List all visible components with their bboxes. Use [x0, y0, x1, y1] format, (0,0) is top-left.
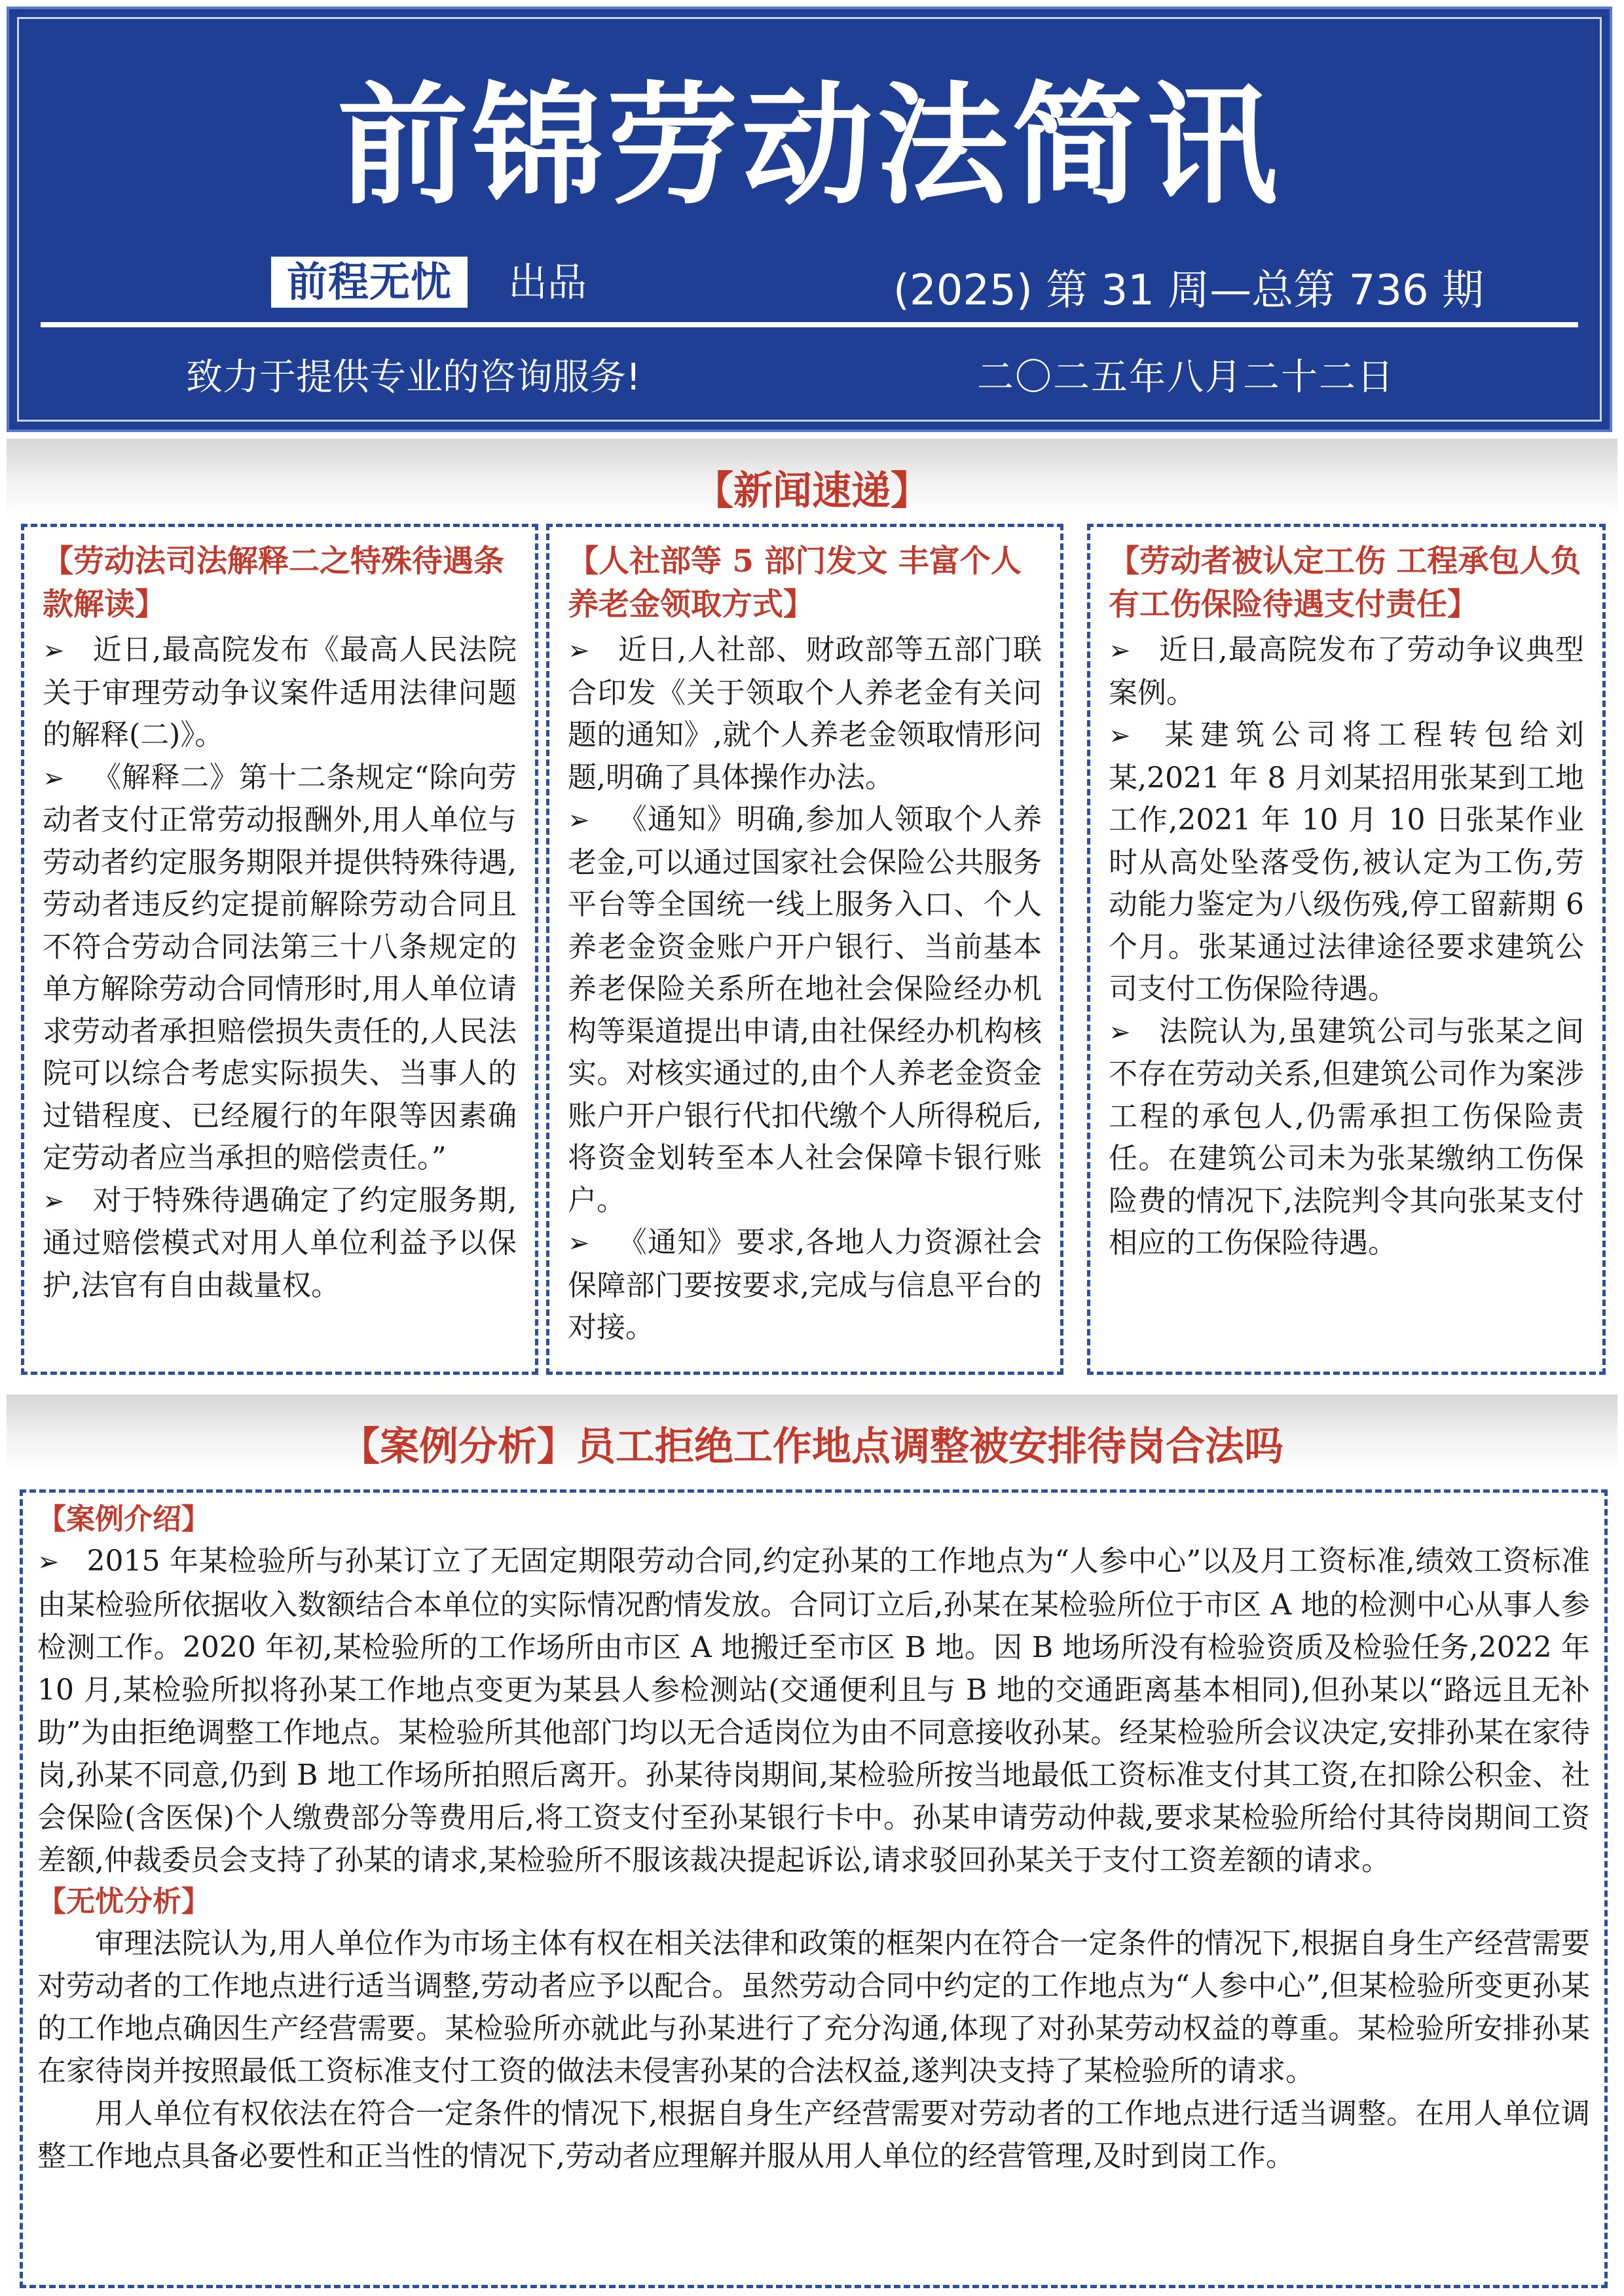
- news-column-2: [546, 524, 1063, 1375]
- news-column-title: 【劳动法司法解释二之特殊待遇条款解读】: [43, 543, 504, 623]
- news-paragraph: ➢ 《通知》明确,参加人领取个人养老金,可以通过国家社会保险公共服务平台等全国统一线上服务入口、个人养老金资金账户开户银行、当前基本养老保险关系所在地社会保险经办机构等渠道提出申请,由社保经办机构核实。对核实通过的,由个人养老金资金账户开户银行代扣代缴个人所得税后,将资金划转至本人社会保障卡银行账户。: [568, 803, 1042, 1217]
- arrow-bullet-icon: ➢: [568, 636, 590, 666]
- news-paragraph: ➢ 对于特殊待遇确定了约定服务期,通过赔偿模式对用人单位利益予以保护,法官有自由裁量权。: [43, 1183, 517, 1302]
- arrow-bullet-icon: ➢: [568, 805, 590, 835]
- case-intro-heading: 【案例介绍】: [37, 1503, 210, 1536]
- news-column-1: [21, 524, 538, 1375]
- news-column-3: [1087, 524, 1606, 1375]
- case-analysis-heading: 【无忧分析】: [37, 1885, 210, 1918]
- newsletter-title: 前锦劳动法简讯: [337, 70, 1282, 223]
- arrow-bullet-icon: ➢: [1109, 721, 1131, 751]
- news-paragraph: ➢ 近日,最高院发布《最高人民法院关于审理劳动争议案件适用法律问题的解释(二)》。: [43, 633, 517, 752]
- news-paragraph: ➢ 某建筑公司将工程转包给刘某,2021 年 8 月刘某招用张某到工地工作,2021 年 10 月 10 日张某作业时从高处坠落受伤,被认定为工伤,劳动能力鉴定为八级伤残,停工留薪期 6 个月。张某通过法律途径要求建筑公司支付工伤保险待遇。: [1109, 718, 1584, 1006]
- news-column-title: 【劳动者被认定工伤 工程承包人负有工伤保险待遇支付责任】: [1109, 543, 1581, 623]
- header-banner: [7, 7, 1612, 432]
- news-paragraph: ➢ 《解释二》第十二条规定“除向劳动者支付正常劳动报酬外,用人单位与劳动者约定服务期限并提供特殊待遇,劳动者违反约定提前解除劳动合同且不符合劳动合同法第三十八条规定的单方解除劳动合同情形时,用人单位请求劳动者承担赔偿损失责任的,人民法院可以综合考虑实际损失、当事人的过错程度、已经履行的年限等因素确定劳动者应当承担的赔偿责任。”: [43, 760, 517, 1175]
- arrow-bullet-icon: ➢: [37, 1547, 60, 1577]
- case-intro-text: ➢ 2015 年某检验所与孙某订立了无固定期限劳动合同,约定孙某的工作地点为“人参中心”以及月工资标准,绩效工资标准由某检验所依据收入数额结合本单位的实际情况酌情发放。合同订立后,孙某在某检验所位于市区 A 地的检测中心从事人参检测工作。2020 年初,某检验所的工作场所由市区 A 地搬迁至市区 B 地。因 B 地场所没有检验资质及检验任务,2022 年 10 月,某检验所拟将孙某工作地点变更为某县人参检测站(交通便利且与 B 地的交通距离基本相同),但孙某以“路远且无补助”为由拒绝调整工作地点。某检验所其他部门均以无合适岗位为由不同意接收孙某。经某检验所会议决定,安排孙某在家待岗,孙某不同意,仍到 B 地工作场所拍照后离开。孙某待岗期间,某检验所按当地最低工资标准支付其工资,在扣除公积金、社会保险(含医保)个人缴费部分等费用后,将工资支付至孙某银行卡中。孙某申请劳动仲裁,要求某检验所给付其待岗期间工资差额,仲裁委员会支持了孙某的请求,某检验所不服该裁决提起诉讼,请求驳回孙某关于支付工资差额的请求。: [37, 1544, 1590, 1877]
- news-paragraph: ➢ 《通知》要求,各地人力资源社会保障部门要按要求,完成与信息平台的对接。: [568, 1226, 1042, 1344]
- publisher-logo: [271, 257, 468, 308]
- issue-date: 二〇二五年八月二十二日: [977, 356, 1395, 399]
- produced-by-label: 出品: [508, 260, 587, 306]
- case-analysis-paragraph: 用人单位有权依法在符合一定条件的情况下,根据自身生产经营需要对劳动者的工作地点进行适当调整。在用人单位调整工作地点具备必要性和正当性的情况下,劳动者应理解并服从用人单位的经营管理,及时到岗工作。: [37, 2097, 1590, 2173]
- case-box: [20, 1489, 1608, 2288]
- arrow-bullet-icon: ➢: [43, 636, 65, 666]
- arrow-bullet-icon: ➢: [1109, 1017, 1131, 1048]
- arrow-bullet-icon: ➢: [568, 1228, 590, 1258]
- news-section-title: 【新闻速递】: [694, 468, 930, 514]
- case-section-title: 【案例分析】员工拒绝工作地点调整被安排待岗合法吗: [341, 1424, 1283, 1470]
- news-paragraph: ➢ 近日,人社部、财政部等五部门联合印发《关于领取个人养老金有关问题的通知》,就个人养老金领取情形问题,明确了具体操作办法。: [568, 633, 1042, 794]
- banner-divider: [41, 322, 1578, 327]
- arrow-bullet-icon: ➢: [1109, 636, 1131, 666]
- news-paragraph: ➢ 法院认为,虽建筑公司与张某之间不存在劳动关系,但建筑公司作为案涉工程的承包人,仍需承担工伤保险责任。在建筑公司未为张某缴纳工伤保险费的情况下,法院判令其向张某支付相应的工伤保险待遇。: [1109, 1014, 1584, 1260]
- arrow-bullet-icon: ➢: [43, 1186, 65, 1216]
- arrow-bullet-icon: ➢: [43, 763, 65, 793]
- slogan: 致力于提供专业的咨询服务!: [186, 356, 641, 399]
- case-analysis-paragraph: 审理法院认为,用人单位作为市场主体有权在相关法律和政策的框架内在符合一定条件的情况下,根据自身生产经营需要对劳动者的工作地点进行适当调整,劳动者应予以配合。虽然劳动合同中约定的工作地点为“人参中心”,但某检验所变更孙某的工作地点确因生产经营需要。某检验所亦就此与孙某进行了充分沟通,体现了对孙某劳动权益的尊重。某检验所安排孙某在家待岗并按照最低工资标准支付工资的做法未侵害孙某的合法权益,遂判决支持了某检验所的请求。: [37, 1927, 1590, 2088]
- publisher-logo-text: 前程无忧: [286, 258, 452, 306]
- issue-number: (2025) 第 31 周—总第 736 期: [893, 266, 1485, 315]
- case-section-bar: [7, 1394, 1617, 1473]
- news-paragraph: ➢ 近日,最高院发布了劳动争议典型案例。: [1109, 633, 1584, 710]
- news-column-title: 【人社部等 5 部门发文 丰富个人养老金领取方式】: [568, 543, 1022, 623]
- news-section-bar: [7, 439, 1617, 517]
